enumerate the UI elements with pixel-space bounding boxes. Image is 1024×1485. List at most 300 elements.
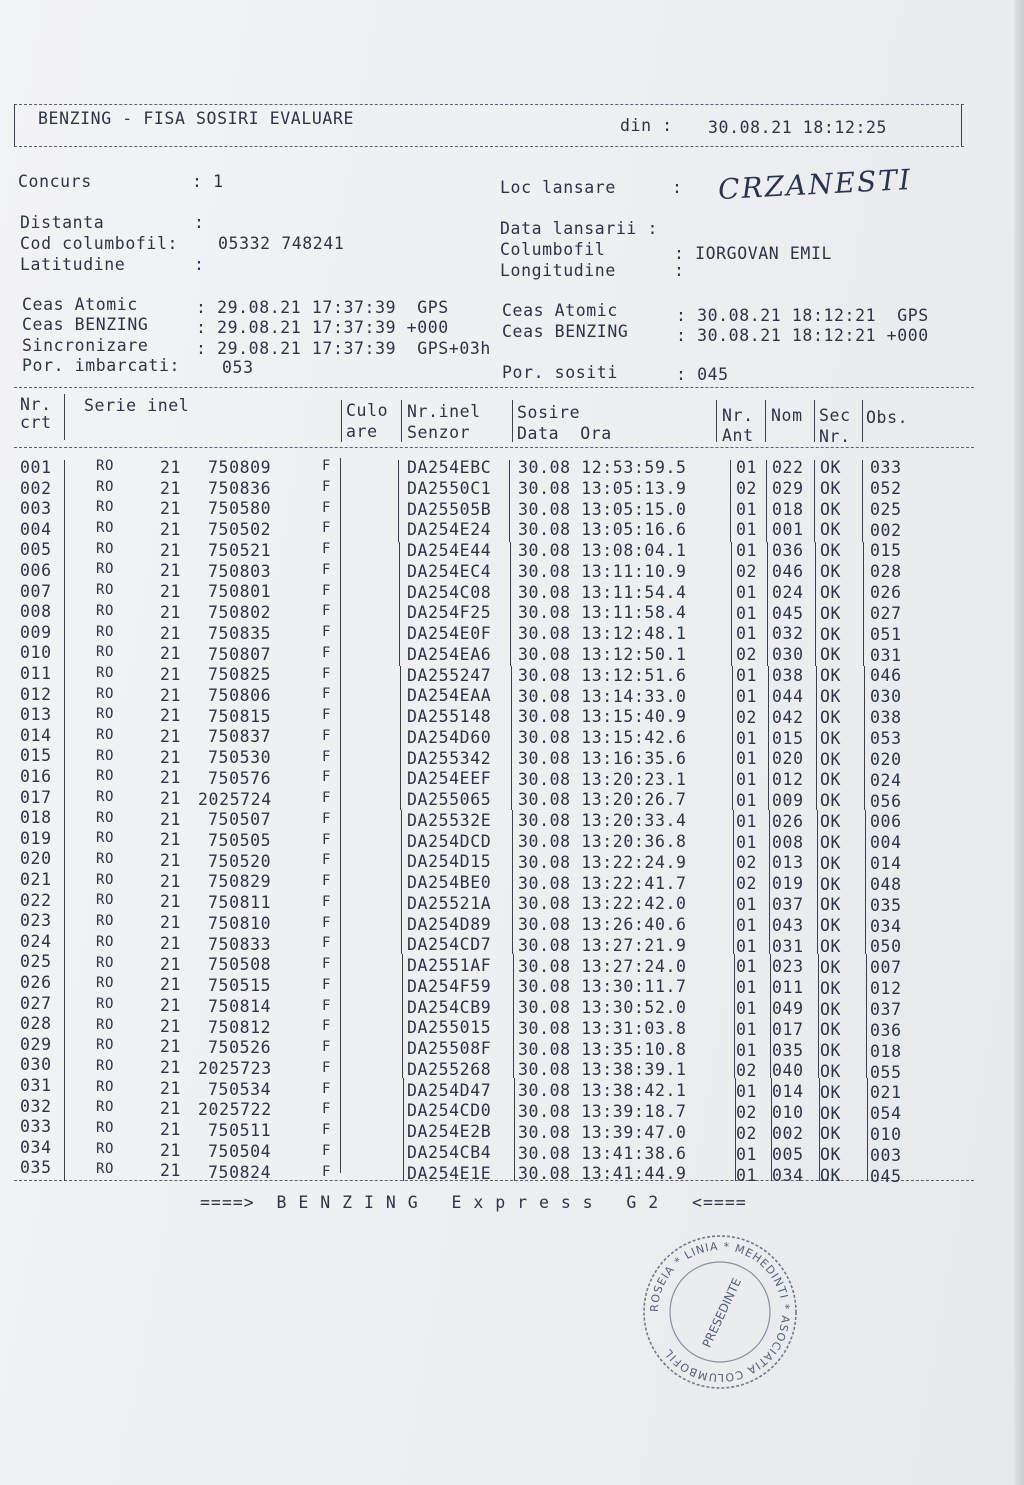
cell-sensor: DA254CB9 bbox=[407, 997, 492, 1017]
cell-sensor: DA254CD7 bbox=[407, 935, 492, 955]
col-divider bbox=[512, 400, 513, 442]
cell-obs: 010 bbox=[870, 1125, 902, 1145]
row-col-divider bbox=[867, 1119, 868, 1140]
cell-obs: 025 bbox=[870, 499, 902, 519]
row-col-divider bbox=[814, 460, 815, 481]
row-col-divider bbox=[768, 666, 769, 687]
row-col-divider bbox=[400, 769, 401, 790]
cell-sensor: DA255342 bbox=[407, 748, 492, 768]
row-col-divider bbox=[863, 645, 864, 666]
cell-sec-nr: OK bbox=[820, 749, 842, 769]
cell-ring: 750530 bbox=[208, 748, 272, 768]
row-col-divider bbox=[865, 934, 866, 955]
cell-country: RO bbox=[96, 995, 115, 1012]
cell-ring: 750812 bbox=[208, 1017, 272, 1037]
cell-ant: 02 bbox=[736, 562, 758, 582]
cell-country: RO bbox=[96, 851, 115, 868]
cell-sensor: DA255247 bbox=[407, 665, 492, 685]
row-col-divider bbox=[768, 790, 769, 811]
row-col-divider bbox=[64, 872, 65, 893]
cell-color: F bbox=[322, 1080, 332, 1097]
row-col-divider bbox=[771, 1119, 772, 1140]
cell-country: RO bbox=[96, 1037, 115, 1054]
cell-obs: 027 bbox=[870, 603, 902, 623]
row-col-divider bbox=[767, 542, 768, 563]
latitudine-sep: : bbox=[194, 255, 205, 274]
header-right-border bbox=[961, 104, 962, 146]
cell-nr: 017 bbox=[20, 787, 52, 807]
cell-ring: 750508 bbox=[208, 955, 272, 975]
row-col-divider bbox=[768, 687, 769, 708]
row-col-divider bbox=[730, 460, 731, 481]
row-col-divider bbox=[402, 1037, 403, 1058]
row-col-divider bbox=[514, 1140, 515, 1161]
col-header-sosire: Sosire bbox=[517, 403, 581, 422]
cell-obs: 015 bbox=[870, 541, 902, 561]
cell-arrival: 30.08 13:12:51.6 bbox=[518, 665, 687, 685]
row-col-divider bbox=[64, 584, 65, 605]
row-col-divider bbox=[766, 460, 767, 481]
row-col-divider bbox=[403, 1078, 404, 1099]
cell-ant: 01 bbox=[736, 749, 758, 769]
cell-country: RO bbox=[96, 975, 115, 992]
row-col-divider bbox=[815, 604, 816, 625]
row-col-divider bbox=[815, 563, 816, 584]
row-col-divider bbox=[815, 625, 816, 646]
longitudine-label: Longitudine bbox=[500, 261, 616, 280]
row-col-divider bbox=[766, 522, 767, 543]
cell-arrival: 30.08 13:35:10.8 bbox=[518, 1039, 687, 1059]
cell-color: F bbox=[322, 707, 332, 724]
cell-obs: 052 bbox=[870, 478, 902, 498]
cell-nom: 036 bbox=[772, 541, 804, 561]
cell-ant: 02 bbox=[736, 1123, 758, 1143]
row-col-divider bbox=[734, 1057, 735, 1078]
cell-nr: 011 bbox=[20, 664, 52, 683]
row-col-divider bbox=[511, 666, 512, 687]
cell-ring: 750505 bbox=[208, 831, 272, 850]
cell-ant: 01 bbox=[736, 1144, 758, 1164]
row-col-divider bbox=[734, 1016, 735, 1037]
cell-year: 21 bbox=[160, 871, 182, 891]
row-col-divider bbox=[769, 934, 770, 955]
cell-nr: 004 bbox=[20, 519, 52, 539]
row-col-divider bbox=[730, 501, 731, 522]
row-col-divider bbox=[862, 481, 863, 502]
row-col-divider bbox=[767, 645, 768, 666]
cell-sensor: DA254CB4 bbox=[407, 1142, 492, 1162]
row-col-divider bbox=[510, 584, 511, 605]
row-col-divider bbox=[64, 1037, 65, 1058]
cell-sensor: DA254C08 bbox=[407, 582, 492, 602]
cell-nom: 022 bbox=[772, 458, 804, 477]
cell-obs: 053 bbox=[870, 728, 902, 748]
row-col-divider bbox=[510, 625, 511, 646]
cell-obs: 021 bbox=[870, 1083, 902, 1103]
col-header-nr: Nr. bbox=[20, 395, 52, 414]
cell-nom: 017 bbox=[772, 1019, 804, 1039]
cell-nom: 026 bbox=[772, 811, 804, 831]
cell-year: 21 bbox=[160, 1078, 182, 1098]
row-col-divider bbox=[767, 604, 768, 625]
row-col-divider bbox=[401, 893, 402, 914]
columbofil-value: : IORGOVAN EMIL bbox=[674, 244, 833, 263]
cell-year: 21 bbox=[160, 830, 182, 850]
cell-year: 21 bbox=[160, 664, 182, 684]
cell-ant: 01 bbox=[736, 1040, 758, 1060]
cell-arrival: 30.08 13:11:54.4 bbox=[518, 582, 687, 602]
row-col-divider bbox=[64, 996, 65, 1017]
row-col-divider bbox=[731, 604, 732, 625]
cell-country: RO bbox=[96, 520, 115, 537]
cell-nr: 034 bbox=[20, 1137, 52, 1157]
row-col-divider bbox=[864, 666, 865, 687]
row-col-divider bbox=[398, 501, 399, 522]
cell-nr: 031 bbox=[20, 1076, 52, 1095]
cell-ant: 01 bbox=[736, 957, 758, 977]
cell-color: F bbox=[322, 769, 332, 786]
cell-country: RO bbox=[96, 623, 115, 640]
cell-nr: 023 bbox=[20, 911, 52, 931]
table-header-bottom-border bbox=[14, 447, 974, 448]
row-col-divider bbox=[400, 728, 401, 749]
row-col-divider bbox=[514, 1160, 515, 1181]
row-col-divider bbox=[769, 913, 770, 934]
cell-color: F bbox=[322, 976, 332, 993]
table-top-border bbox=[14, 387, 974, 388]
row-col-divider bbox=[398, 460, 399, 481]
cell-year: 21 bbox=[160, 478, 182, 498]
cell-obs: 056 bbox=[870, 791, 902, 811]
cell-color: F bbox=[322, 810, 332, 827]
row-col-divider bbox=[402, 1057, 403, 1078]
cell-arrival: 30.08 13:41:38.6 bbox=[518, 1143, 687, 1163]
cell-arrival: 30.08 13:15:42.6 bbox=[518, 728, 687, 748]
row-col-divider bbox=[64, 975, 65, 996]
cell-ant: 01 bbox=[736, 541, 758, 561]
cell-ring: 750803 bbox=[208, 561, 272, 581]
cell-obs: 050 bbox=[870, 937, 902, 957]
row-col-divider bbox=[816, 728, 817, 749]
row-col-divider bbox=[732, 748, 733, 769]
cell-obs: 018 bbox=[870, 1041, 902, 1061]
concurs-value: : 1 bbox=[192, 172, 224, 191]
cell-ring: 750825 bbox=[208, 665, 272, 685]
cell-arrival: 30.08 13:05:16.6 bbox=[518, 520, 687, 540]
cell-sensor: DA255268 bbox=[407, 1059, 492, 1079]
row-col-divider bbox=[733, 893, 734, 914]
row-col-divider bbox=[863, 542, 864, 563]
cell-arrival: 30.08 13:41:44.9 bbox=[518, 1164, 687, 1184]
row-col-divider bbox=[864, 790, 865, 811]
row-col-divider bbox=[732, 769, 733, 790]
cell-ring: 750810 bbox=[208, 913, 272, 933]
row-col-divider bbox=[64, 1160, 65, 1181]
row-col-divider bbox=[734, 954, 735, 975]
concurs-label: Concurs bbox=[18, 172, 92, 191]
cell-obs: 007 bbox=[870, 958, 902, 978]
cell-nr: 013 bbox=[20, 705, 52, 725]
cell-obs: 038 bbox=[870, 708, 902, 728]
cell-ant: 01 bbox=[736, 582, 758, 602]
por-imbarcati-label: Por. imbarcati: bbox=[22, 356, 181, 375]
cell-color: F bbox=[322, 1059, 332, 1076]
cell-ant: 02 bbox=[736, 853, 758, 873]
row-col-divider bbox=[817, 831, 818, 852]
row-col-divider bbox=[400, 666, 401, 687]
cell-sec-nr: OK bbox=[820, 1020, 842, 1040]
cell-nom: 015 bbox=[772, 728, 804, 748]
row-col-divider bbox=[864, 769, 865, 790]
row-col-divider bbox=[64, 748, 65, 769]
cell-country: RO bbox=[96, 706, 115, 723]
cell-ring: 2025724 bbox=[198, 789, 272, 809]
cell-color: F bbox=[322, 561, 332, 578]
row-col-divider bbox=[402, 1016, 403, 1037]
row-col-divider bbox=[864, 748, 865, 769]
cell-nom: 037 bbox=[772, 895, 804, 914]
cell-arrival: 30.08 13:08:04.1 bbox=[518, 541, 687, 561]
cell-nom: 012 bbox=[772, 770, 804, 790]
ceas-atomic-right-label: Ceas Atomic bbox=[502, 301, 618, 320]
row-col-divider bbox=[509, 460, 510, 481]
row-col-divider bbox=[401, 810, 402, 831]
row-col-divider bbox=[862, 501, 863, 522]
cell-country: RO bbox=[96, 809, 115, 826]
cell-sec-nr: OK bbox=[820, 707, 842, 727]
cell-nr: 009 bbox=[20, 622, 52, 642]
ceas-atomic-left-label: Ceas Atomic bbox=[22, 295, 138, 314]
row-col-divider bbox=[817, 913, 818, 934]
cell-country: RO bbox=[96, 1120, 115, 1136]
cell-ring: 750507 bbox=[208, 810, 272, 830]
cell-obs: 033 bbox=[870, 458, 902, 477]
cell-arrival: 30.08 13:39:47.0 bbox=[518, 1122, 687, 1142]
cell-country: RO bbox=[96, 913, 115, 930]
row-col-divider bbox=[400, 748, 401, 769]
row-col-divider bbox=[818, 1057, 819, 1078]
cell-year: 21 bbox=[160, 602, 182, 622]
cell-year: 21 bbox=[160, 851, 182, 871]
sincronizare-value: : 29.08.21 17:37:39 GPS+03h bbox=[196, 339, 491, 358]
cell-obs: 020 bbox=[870, 749, 902, 769]
cell-sec-nr: OK bbox=[820, 832, 842, 852]
cell-year: 21 bbox=[160, 1099, 182, 1119]
row-col-divider bbox=[815, 584, 816, 605]
row-col-divider bbox=[867, 1078, 868, 1099]
cell-year: 21 bbox=[160, 561, 182, 581]
row-col-divider bbox=[398, 481, 399, 502]
col-header-nrinel: Nr.inel bbox=[407, 402, 481, 421]
cell-arrival: 30.08 12:53:59.5 bbox=[518, 458, 687, 477]
cell-nr: 030 bbox=[20, 1055, 52, 1075]
cell-obs: 036 bbox=[870, 1020, 902, 1040]
row-col-divider bbox=[766, 501, 767, 522]
row-col-divider bbox=[402, 975, 403, 996]
cell-sensor: DA254EEF bbox=[407, 769, 492, 789]
latitudine-label: Latitudine bbox=[20, 255, 126, 274]
row-col-divider bbox=[865, 893, 866, 914]
row-col-divider bbox=[862, 522, 863, 543]
row-col-divider bbox=[399, 584, 400, 605]
cell-color: F bbox=[322, 541, 332, 558]
row-col-divider bbox=[769, 872, 770, 893]
col-header-nom: Nom bbox=[771, 406, 803, 425]
cell-sensor: DA254F25 bbox=[407, 603, 492, 623]
cell-ant: 01 bbox=[736, 499, 758, 519]
row-col-divider bbox=[64, 687, 65, 708]
por-imbarcati-value: 053 bbox=[222, 358, 254, 377]
cell-sec-nr: OK bbox=[820, 874, 842, 894]
association-stamp bbox=[640, 1232, 800, 1392]
cell-country: RO bbox=[96, 1161, 115, 1178]
row-col-divider bbox=[866, 1057, 867, 1078]
row-col-divider bbox=[513, 954, 514, 975]
cell-country: RO bbox=[96, 933, 115, 950]
row-col-divider bbox=[64, 542, 65, 563]
cell-arrival: 30.08 13:22:42.0 bbox=[518, 894, 687, 914]
row-col-divider bbox=[771, 1140, 772, 1161]
cell-country: RO bbox=[96, 664, 115, 681]
cell-year: 21 bbox=[160, 954, 182, 974]
cell-sec-nr: OK bbox=[820, 978, 842, 998]
row-col-divider bbox=[514, 1099, 515, 1120]
row-col-divider bbox=[64, 563, 65, 584]
row-col-divider bbox=[867, 1140, 868, 1161]
cell-year: 21 bbox=[160, 520, 182, 540]
row-col-divider bbox=[64, 1016, 65, 1037]
cell-arrival: 30.08 13:11:58.4 bbox=[518, 603, 687, 623]
row-col-divider bbox=[64, 1099, 65, 1120]
row-col-divider bbox=[733, 913, 734, 934]
row-col-divider bbox=[863, 604, 864, 625]
row-col-divider bbox=[769, 893, 770, 914]
cell-ring: 750802 bbox=[208, 603, 272, 623]
cell-color: F bbox=[322, 665, 332, 682]
cell-ant: 01 bbox=[736, 790, 758, 810]
row-col-divider bbox=[818, 1037, 819, 1058]
cell-year: 21 bbox=[160, 582, 182, 602]
cell-sensor: DA254BE0 bbox=[407, 873, 492, 893]
cell-nom: 030 bbox=[772, 645, 804, 665]
cell-country: RO bbox=[96, 458, 115, 474]
cell-arrival: 30.08 13:05:15.0 bbox=[518, 499, 687, 519]
row-col-divider bbox=[734, 1037, 735, 1058]
row-col-divider bbox=[865, 810, 866, 831]
cell-year: 21 bbox=[160, 809, 182, 829]
row-col-divider bbox=[733, 934, 734, 955]
row-col-divider bbox=[733, 872, 734, 893]
cell-ring: 750811 bbox=[208, 893, 272, 913]
cell-year: 21 bbox=[160, 644, 182, 664]
row-col-divider bbox=[64, 666, 65, 687]
cell-nom: 035 bbox=[772, 1040, 804, 1060]
cell-year: 21 bbox=[160, 726, 182, 746]
row-col-divider bbox=[64, 1140, 65, 1161]
longitudine-sep: : bbox=[674, 261, 685, 280]
cell-year: 21 bbox=[160, 1140, 182, 1160]
cell-obs: 030 bbox=[870, 687, 902, 707]
row-col-divider bbox=[510, 604, 511, 625]
cell-nom: 031 bbox=[772, 936, 804, 956]
row-col-divider bbox=[814, 522, 815, 543]
row-col-divider bbox=[768, 769, 769, 790]
cell-country: RO bbox=[96, 1057, 115, 1074]
cell-color: F bbox=[322, 873, 332, 890]
cell-color: F bbox=[322, 1163, 332, 1180]
cell-year: 21 bbox=[160, 995, 182, 1015]
cell-color: F bbox=[322, 624, 332, 641]
cell-ant: 01 bbox=[736, 666, 758, 686]
cell-ring: 750526 bbox=[208, 1038, 272, 1058]
cell-ant: 01 bbox=[736, 832, 758, 852]
cell-ring: 2025722 bbox=[198, 1100, 272, 1120]
cell-obs: 012 bbox=[870, 979, 902, 999]
row-col-divider bbox=[735, 1119, 736, 1140]
row-col-divider bbox=[513, 1016, 514, 1037]
cell-nom: 013 bbox=[772, 853, 804, 873]
row-col-divider bbox=[731, 584, 732, 605]
row-col-divider bbox=[512, 851, 513, 872]
cell-sec-nr: OK bbox=[820, 645, 842, 665]
cell-sec-nr: OK bbox=[820, 499, 842, 519]
loc-lansare-sep: : bbox=[672, 178, 683, 197]
cell-arrival: 30.08 13:05:13.9 bbox=[518, 478, 687, 498]
cell-nr: 014 bbox=[20, 725, 52, 745]
por-sositi-value: : 045 bbox=[676, 365, 729, 384]
col-header-senzor: Senzor bbox=[407, 423, 471, 442]
cell-ant: 01 bbox=[736, 811, 758, 831]
ceas-benzing-left-value: : 29.08.21 17:37:39 +000 bbox=[196, 318, 449, 337]
cell-sec-nr: OK bbox=[820, 791, 842, 811]
cell-sec-nr: OK bbox=[820, 937, 842, 957]
row-col-divider bbox=[770, 996, 771, 1017]
cell-obs: 031 bbox=[870, 645, 902, 665]
row-col-divider bbox=[819, 1160, 820, 1181]
row-col-divider bbox=[819, 1078, 820, 1099]
row-col-divider bbox=[401, 872, 402, 893]
cell-sensor: DA254D60 bbox=[407, 727, 492, 747]
col-divider bbox=[401, 400, 402, 442]
cell-color: F bbox=[322, 1018, 332, 1035]
cell-color: F bbox=[322, 644, 332, 661]
cell-sensor: DA255148 bbox=[407, 707, 492, 727]
row-col-divider bbox=[64, 728, 65, 749]
cell-sec-nr: OK bbox=[820, 541, 842, 561]
row-col-divider bbox=[862, 460, 863, 481]
row-col-divider bbox=[865, 831, 866, 852]
row-col-divider bbox=[815, 542, 816, 563]
cell-ant: 01 bbox=[736, 624, 758, 644]
cell-year: 21 bbox=[160, 1057, 182, 1077]
cell-sec-nr: OK bbox=[820, 916, 842, 936]
cell-nr: 016 bbox=[20, 767, 52, 786]
cell-sensor: DA255065 bbox=[407, 790, 492, 810]
row-col-divider bbox=[511, 748, 512, 769]
distanta-label: Distanta bbox=[20, 213, 105, 232]
cell-nr: 024 bbox=[20, 931, 52, 951]
col-divider bbox=[716, 400, 717, 442]
cell-arrival: 30.08 13:30:11.7 bbox=[518, 977, 687, 997]
cell-color: F bbox=[322, 852, 332, 869]
cell-nr: 025 bbox=[20, 952, 52, 972]
row-col-divider bbox=[513, 975, 514, 996]
col-divider bbox=[341, 400, 342, 442]
cell-sensor: DA25508F bbox=[407, 1039, 492, 1059]
cell-sensor: DA255015 bbox=[407, 1018, 492, 1038]
row-col-divider bbox=[865, 913, 866, 934]
cell-nom: 018 bbox=[772, 499, 804, 519]
